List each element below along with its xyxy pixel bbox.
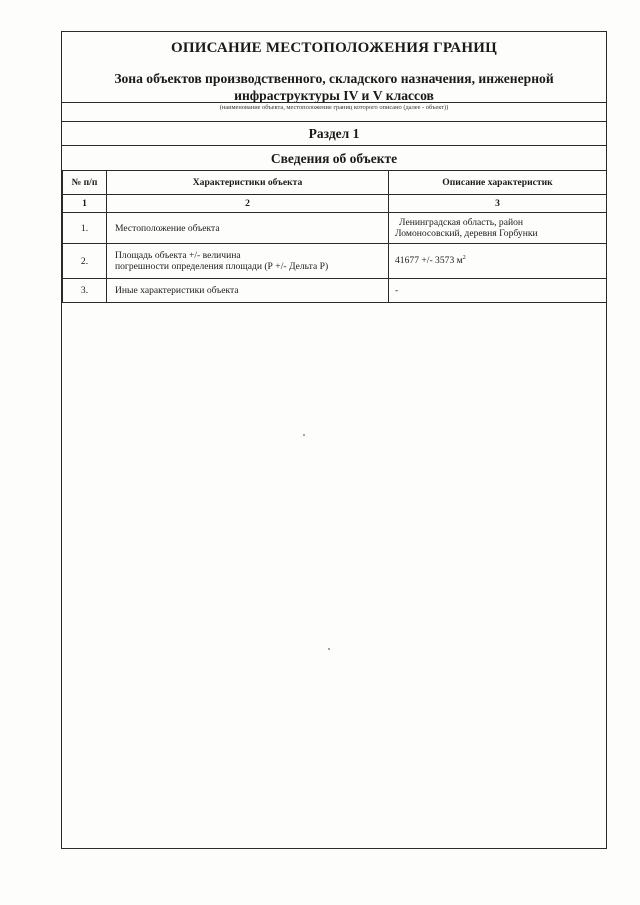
column-numbering-row: [63, 195, 607, 213]
document-title: ОПИСАНИЕ МЕСТОПОЛОЖЕНИЯ ГРАНИЦ: [171, 40, 497, 56]
object-name: [62, 70, 606, 104]
row-number: 1.: [63, 213, 107, 244]
characteristic-name-line-1: Площадь объекта +/- величина: [115, 250, 241, 261]
area-unit-exponent: 2: [462, 255, 466, 262]
column-number-3: 3: [389, 195, 607, 213]
scan-speck: [303, 434, 305, 436]
header-characteristic: Характеристики объекта: [107, 171, 389, 195]
page-frame: [61, 31, 607, 849]
characteristic-name-line-2: погрешности определения площади (Р +/- Дельта Р): [115, 261, 329, 272]
table-row: [63, 279, 607, 303]
characteristic-name: [107, 279, 389, 303]
object-name-line-1: Зона объектов производственного, складского назначения, инженерной: [114, 71, 554, 86]
section-heading: Раздел 1: [62, 121, 606, 146]
row-number: 3.: [63, 279, 107, 303]
characteristic-name-line-1: Местоположение объекта: [115, 222, 220, 234]
characteristic-value: [389, 279, 607, 303]
table-header-row: [63, 171, 607, 195]
characteristic-name: [107, 213, 389, 244]
table-row: [63, 244, 607, 279]
header-description: Описание характеристик: [389, 171, 607, 195]
object-caption: (наименование объекта, местоположение границ которого описано (далее - объект)): [62, 102, 606, 120]
characteristic-value: [389, 244, 607, 279]
row-number: 2.: [63, 244, 107, 279]
object-characteristics-table: [62, 170, 607, 303]
characteristic-name: [107, 244, 389, 279]
column-number-1: 1: [63, 195, 107, 213]
area-value: 41677 +/- 3573 м: [395, 255, 463, 267]
characteristic-value: [389, 213, 607, 244]
header-number: № п/п: [63, 171, 107, 195]
section-title: Сведения об объекте: [62, 145, 606, 171]
characteristic-name-line-1: Иные характеристики объекта: [115, 285, 239, 296]
characteristic-value-line-1: -: [395, 285, 399, 296]
column-number-2: 2: [107, 195, 389, 213]
scan-speck: [328, 648, 330, 650]
characteristic-value-line-1: Ленинградская область, район: [399, 217, 524, 228]
table-row: [63, 213, 607, 244]
object-name-line-2: инфраструктуры IV и V классов: [234, 88, 434, 103]
characteristic-value-line-2: Ломоносовский, деревня Горбунки: [395, 228, 538, 239]
